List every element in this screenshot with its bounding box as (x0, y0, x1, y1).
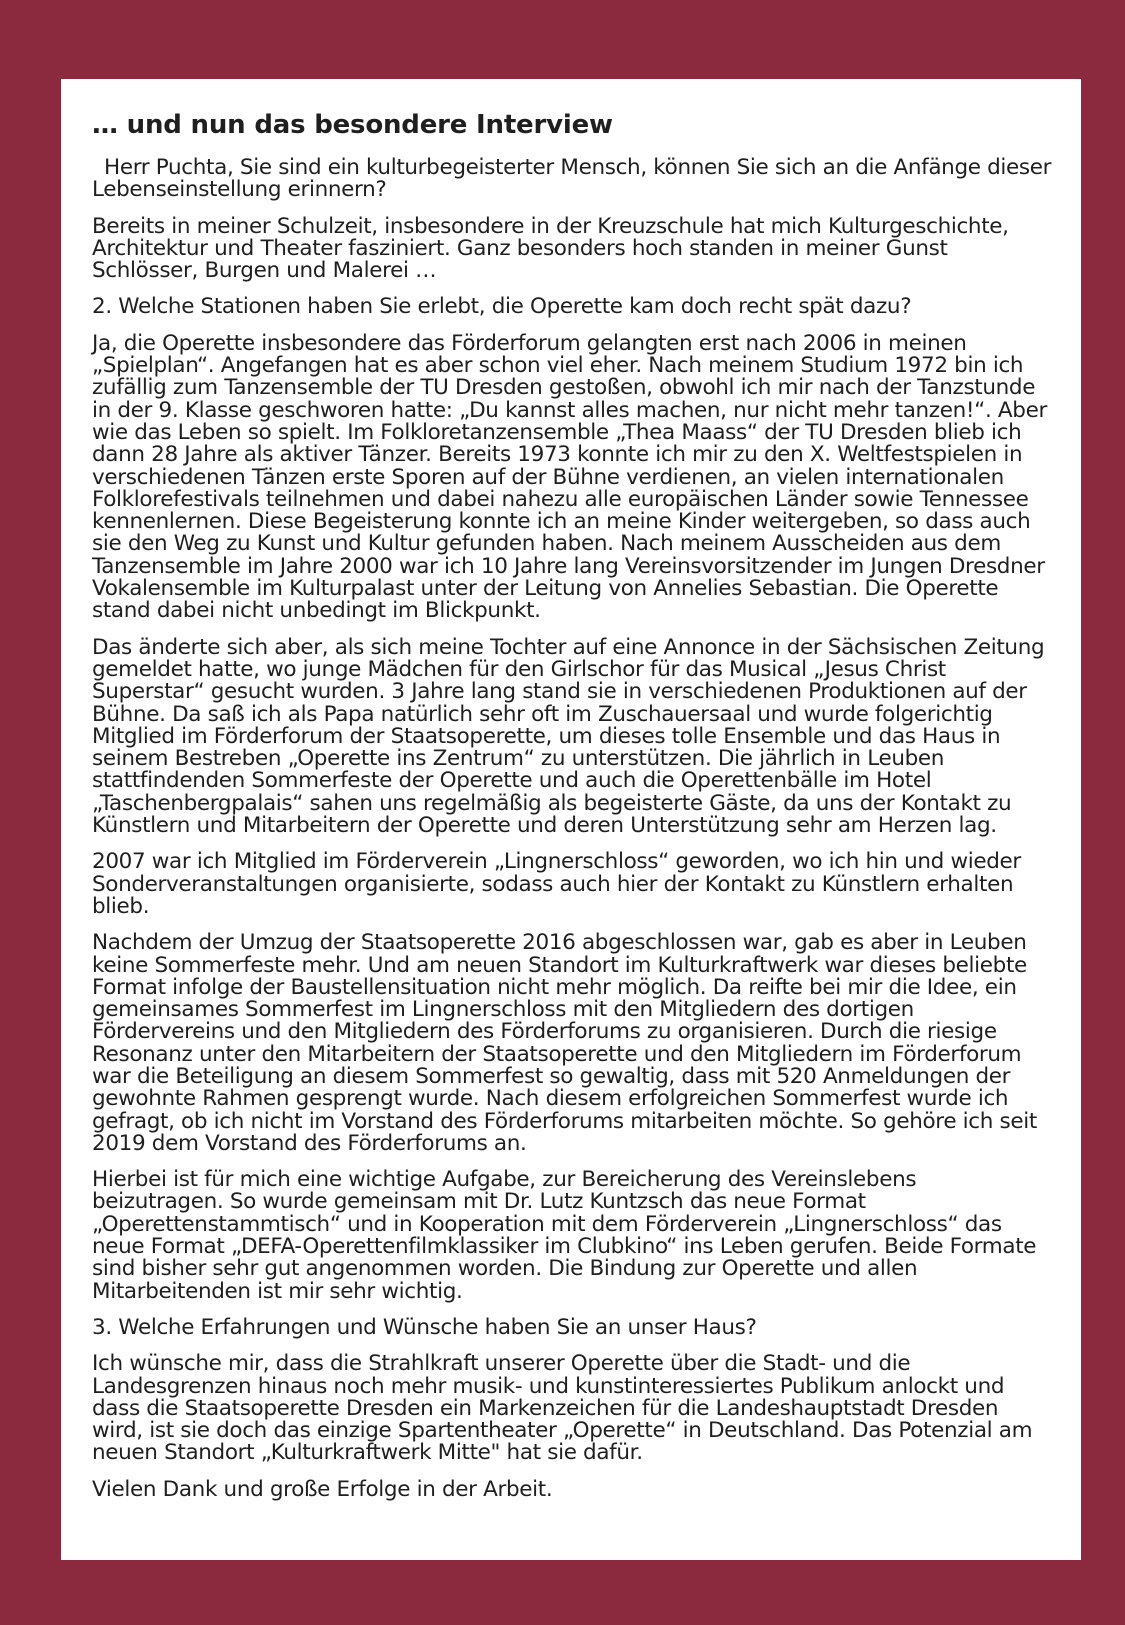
answer-3: Ich wünsche mir, dass die Strahlkraft unserer Operette über die Stadt- und die Landesgrenzen hinaus noch mehr musik- und kunstinteressiertes Publikum anlockt und dass die Staatsoperette Dresden ein Markenzeichen für die Landeshauptstadt Dresden wird, ist sie doch das einzige Spartentheater „Operette“ in Deutschland. Das Potenzial am neuen Standort „Kulturkraftwerk Mitte" hat sie dafür. (92, 1351, 1033, 1466)
answer-2-part-1: Ja, die Operette insbesondere das Förderforum gelangten erst nach 2006 in meinen „Spielplan“. Angefangen hat es aber schon viel eher. Nach meinem Studium 1972 bin ich zufällig zum Tanzensemble der TU Dresden gestoßen, obwohl ich mir nach der Tanzstunde in der 9. Klasse geschworen hatte: „Du kannst alles machen, nur nicht mehr tanzen!“. Aber wie das Leben so spielt. Im Folkloretanzensemble „Thea Maass“ der TU Dresden blieb ich dann 28 Jahre als aktiver Tänzer. Bereits 1973 konnte ich mir zu den X. Weltfestspielen in verschiedenen Tänzen erste Sporen auf der Bühne verdienen, an vielen internationalen Folklorefestivals teilnehmen und dabei nahezu alle europäischen Länder sowie Tennessee kennenlernen. Diese Begeisterung konnte ich an meine Kinder weitergeben, so dass auch sie den Weg zu Kunst und Kultur gefunden haben. Nach meinem Ausscheiden aus dem Tanzensemble im Jahre 2000 war ich 10 Jahre lang Vereinsvorsitzender im Jungen Dresdner Vokalensemble im Kulturpalast unter der Leitung von Annelies Sebastian. Die Operette stand dabei nicht unbedingt im Blickpunkt. (92, 330, 1047, 624)
answer-2-part-4: Nachdem der Umzug der Staatsoperette 2016 abgeschlossen war, gab es aber in Leuben keine Sommerfeste mehr. Und am neuen Standort im Kulturkraftwerk war dieses beliebte Format infolge der Baustellensituation nicht mehr möglich. Da reifte bei mir die Idee, ein gemeinsames Sommerfest im Lingnerschloss mit den Mitgliedern des dortigen Fördervereins und den Mitgliedern des Förderforums zu organisieren. Durch die riesige Resonanz unter den Mitarbeitern der Staatsoperette und den Mitgliedern im Förderforum war die Beteiligung an diesem Sommerfest so gewaltig, dass mit 520 Anmeldungen der gewohnte Rahmen gesprengt wurde. Nach diesem erfolgreichen Sommerfest wurde ich gefragt, ob ich nicht im Vorstand des Förderforums mitarbeiten möchte. So gehöre ich seit 2019 dem Vorstand des Förderforums an. (92, 930, 1037, 1156)
article-heading: … und nun das besondere Interview (92, 110, 613, 140)
article-body (92, 110, 1052, 1515)
question-1: Herr Puchta, Sie sind ein kulturbegeisterter Mensch, können Sie sich an die Anfänge dieser Lebenseinstellung erinnern? (92, 155, 1052, 203)
answer-2-part-2: Das änderte sich aber, als sich meine Tochter auf eine Annonce in der Sächsischen Zeitung gemeldet hatte, wo junge Mädchen für den Girlschor für das Musical „Jesus Christ Superstar“ gesucht wurden. 3 Jahre lang stand sie in verschiedenen Produktionen auf der Bühne. Da saß ich als Papa natürlich sehr oft im Zuschauersaal und wurde folgerichtig Mitglied im Förderforum der Staatsoperette, um dieses tolle Ensemble und das Haus in seinem Bestreben „Operette ins Zentrum“ zu unterstützen. Die jährlich in Leuben stattfindenden Sommerfeste der Operette und auch die Operettenbälle im Hotel „Taschenbergpalais“ sahen uns regelmäßig als begeisterte Gäste, da uns der Kontakt zu Künstlern und Mitarbeitern der Operette und deren Unterstützung sehr am Herzen lag. (92, 634, 1045, 839)
question-3: 3. Welche Erfahrungen und Wünsche haben Sie an unser Haus? (92, 1314, 757, 1340)
answer-2-part-3: 2007 war ich Mitglied im Förderverein „Lingnerschloss“ geworden, wo ich hin und wieder Sonderveranstaltungen organisierte, sodass auch hier der Kontakt zu Künstlern erhalten blieb. (92, 849, 1021, 919)
answer-1: Bereits in meiner Schulzeit, insbesondere in der Kreuzschule hat mich Kulturgeschichte, Architektur und Theater fasziniert. Ganz besonders hoch standen in meiner Gunst Schlösser, Burgen und Malerei … (92, 213, 1009, 284)
question-2: 2. Welche Stationen haben Sie erlebt, die Operette kam doch recht spät dazu? (92, 294, 912, 320)
answer-2-part-5: Hierbei ist für mich eine wichtige Aufgabe, zur Bereicherung des Vereinslebens beizutragen. So wurde gemeinsam mit Dr. Lutz Kuntzsch das neue Format „Operettenstammtisch“ und in Kooperation mit dem Förderverein „Lingnerschloss“ das neue Format „DEFA-Operettenfilmklassiker im Clubkino“ ins Leben gerufen. Beide Formate sind bisher sehr gut angenommen worden. Die Bindung zur Operette und allen Mitarbeitenden ist mir sehr wichtig. (92, 1167, 1037, 1304)
closing-line: Vielen Dank und große Erfolge in der Arbeit. (92, 1476, 553, 1502)
